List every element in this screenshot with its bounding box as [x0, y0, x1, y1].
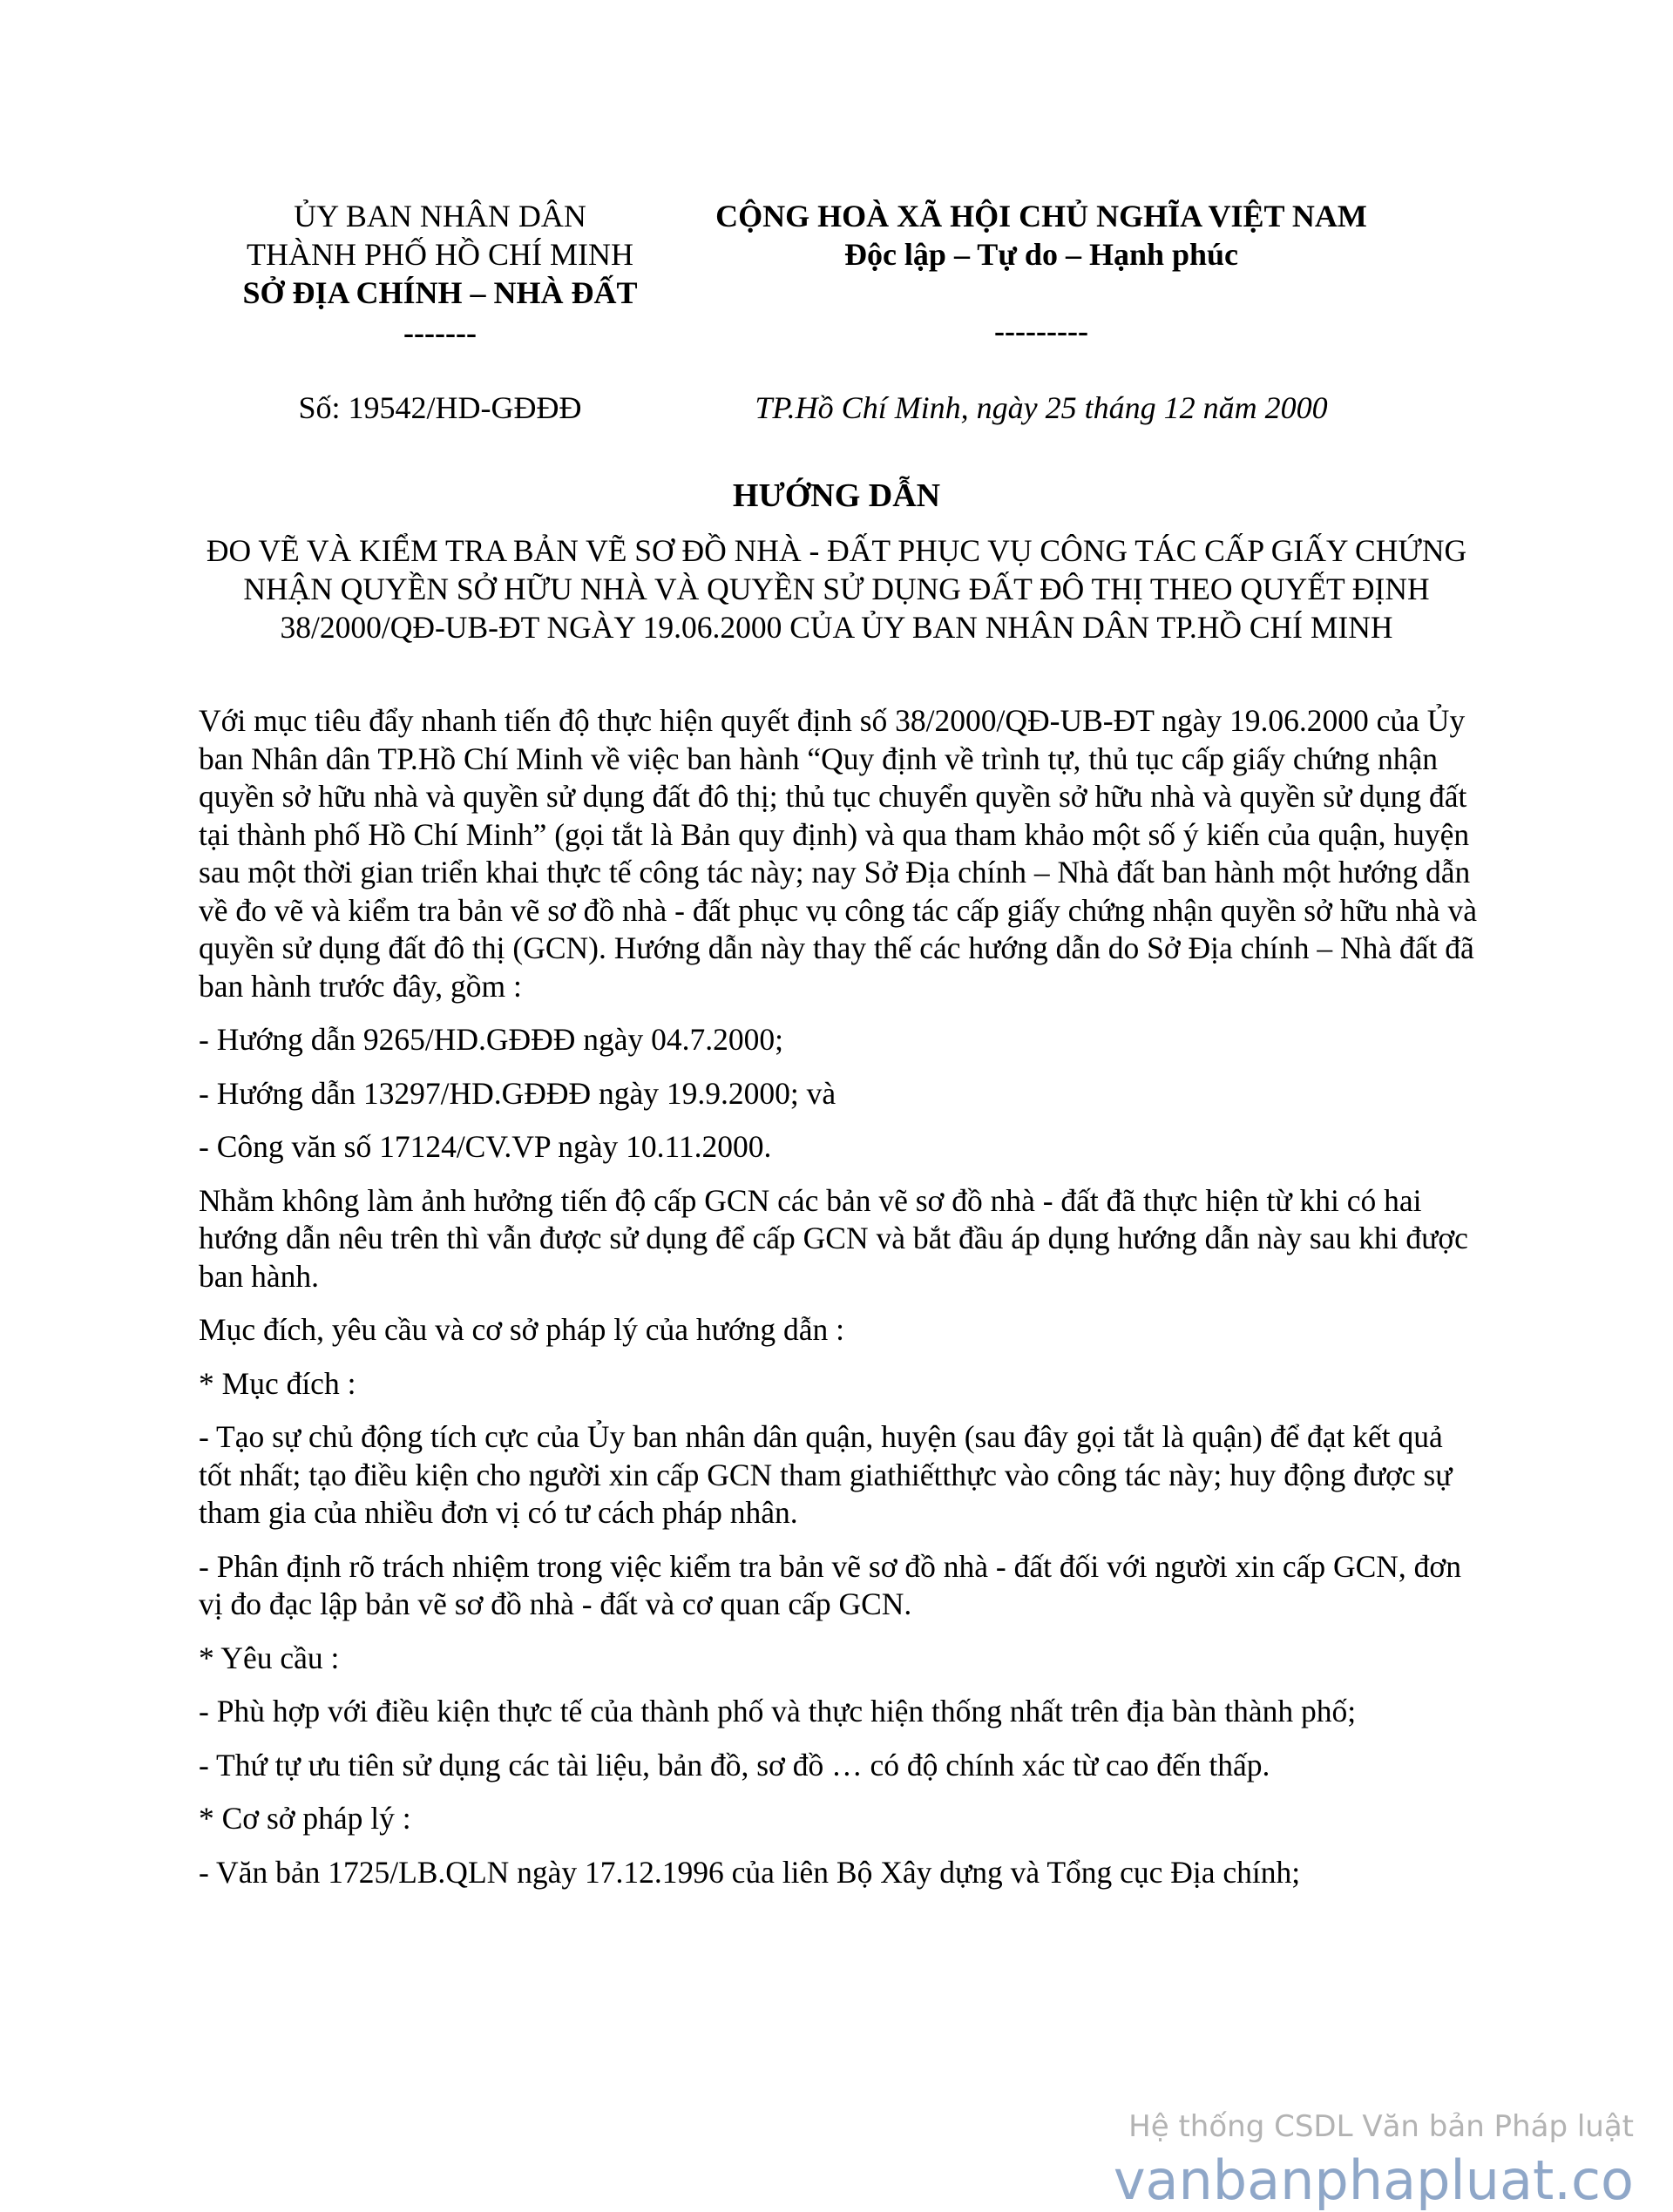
paragraph: - Tạo sự chủ động tích cực của Ủy ban nhân dân quận, huyện (sau đây gọi tắt là quận) để đạt kết quả tốt nhất; tạo điều kiện cho người xin cấp GCN tham giathiếtthực vào công tác này; huy động được sự tham gia của nhiều đơn vị có tư cách pháp nhân.: [199, 1419, 1453, 1530]
country-name: CỘNG HOÀ XÃ HỘI CHỦ NGHĨA VIỆT NAM: [715, 199, 1367, 233]
paragraph: Với mục tiêu đẩy nhanh tiến độ thực hiện quyết định số 38/2000/QĐ-UB-ĐT ngày 19.06.2000 của Ủy ban Nhân dân TP.Hồ Chí Minh về việc ban hành “Quy định về trình tự, thủ tục cấp giấy chứng nhận quyền sở hữu nhà và quyền sử dụng đất đô thị; thủ tục chuyển quyền sở hữu nhà và quyền sử dụng đất tại thành phố Hồ Chí Minh” (gọi tắt là Bản quy định) và qua tham khảo một số ý kiến của quận, huyện sau một thời gian triển khai thực tế công tác này; nay Sở Địa chính – Nhà đất ban hành một hướng dẫn về đo vẽ và kiểm tra bản vẽ sơ đồ nhà - đất phục vụ công tác cấp giấy chứng nhận quyền sở hữu nhà và quyền sử dụng đất đô thị (GCN). Hướng dẫn này thay thế các hướng dẫn do Sở Địa chính – Nhà đất đã ban hành trước đây, gồm :: [199, 703, 1477, 1004]
issuing-authority: [222, 197, 658, 352]
paragraph: Mục đích, yêu cầu và cơ sở pháp lý của hướng dẫn :: [199, 1312, 844, 1347]
national-motto: [701, 197, 1381, 350]
paragraph: - Phân định rõ trách nhiệm trong việc kiểm tra bản vẽ sơ đồ nhà - đất đối với người xin cấp GCN, đơn vị đo đạc lập bản vẽ sơ đồ nhà - đất và cơ quan cấp GCN.: [199, 1548, 1461, 1621]
authority-line-2: THÀNH PHỐ HỒ CHÍ MINH: [247, 237, 633, 272]
watermark-site: vanbanphapluat.co: [1113, 2148, 1634, 2212]
authority-line-1: ỦY BAN NHÂN DÂN: [294, 199, 586, 233]
paragraph: * Cơ sở pháp lý :: [199, 1801, 411, 1836]
paragraph: - Hướng dẫn 9265/HD.GĐĐĐ ngày 04.7.2000;: [199, 1022, 784, 1057]
document-title: HƯỚNG DẪN: [732, 477, 941, 514]
authority-line-3: SỞ ĐỊA CHÍNH – NHÀ ĐẤT: [242, 275, 638, 310]
motto: Độc lập – Tự do – Hạnh phúc: [843, 237, 1239, 272]
paragraph: - Văn bản 1725/LB.QLN ngày 17.12.1996 của liên Bộ Xây dựng và Tổng cục Địa chính;: [199, 1854, 1301, 1890]
paragraph: * Yêu cầu :: [199, 1640, 340, 1675]
document-body: [199, 702, 1478, 1907]
document-subtitle: ĐO VẼ VÀ KIỂM TRA BẢN VẼ SƠ ĐỒ NHÀ - ĐẤT PHỤC VỤ CÔNG TÁC CẤP GIẤY CHỨNG NHẬN QUYỀN SỞ HỮU NHÀ VÀ QUYỀN SỬ DỤNG ĐẤT ĐÔ THỊ THEO QUYẾT ĐỊNH 38/2000/QĐ-UB-ĐT NGÀY 19.06.2000 CỦA ỦY BAN NHÂN DÂN TP.HỒ CHÍ MINH: [206, 533, 1467, 645]
paragraph: - Thứ tự ưu tiên sử dụng các tài liệu, bản đồ, sơ đồ … có độ chính xác từ cao đến thấp.: [199, 1747, 1270, 1782]
paragraph: Nhằm không làm ảnh hưởng tiến độ cấp GCN các bản vẽ sơ đồ nhà - đất đã thực hiện từ khi có hai hướng dẫn nêu trên thì vẫn được sử dụng để cấp GCN và bắt đầu áp dụng hướng dẫn này sau khi được ban hành.: [199, 1182, 1468, 1294]
watermark-caption: Hệ thống CSDL Văn bản Pháp luật: [1128, 2109, 1634, 2144]
paragraph: - Hướng dẫn 13297/HD.GĐĐĐ ngày 19.9.2000; và: [199, 1075, 836, 1111]
paragraph: - Phù hợp với điều kiện thực tế của thành phố và thực hiện thống nhất trên địa bàn thành phố;: [199, 1694, 1357, 1728]
place-date: TP.Hồ Chí Minh, ngày 25 tháng 12 năm 2000: [755, 390, 1328, 425]
motto-divider: ---------: [994, 314, 1088, 348]
watermark: [1114, 2108, 1634, 2211]
document-number: Số: 19542/HD-GĐĐĐ: [298, 390, 582, 425]
authority-divider: -------: [403, 315, 477, 350]
paragraph: - Công văn số 17124/CV.VP ngày 10.11.2000.: [199, 1129, 772, 1164]
paragraph: * Mục đích :: [199, 1365, 356, 1401]
